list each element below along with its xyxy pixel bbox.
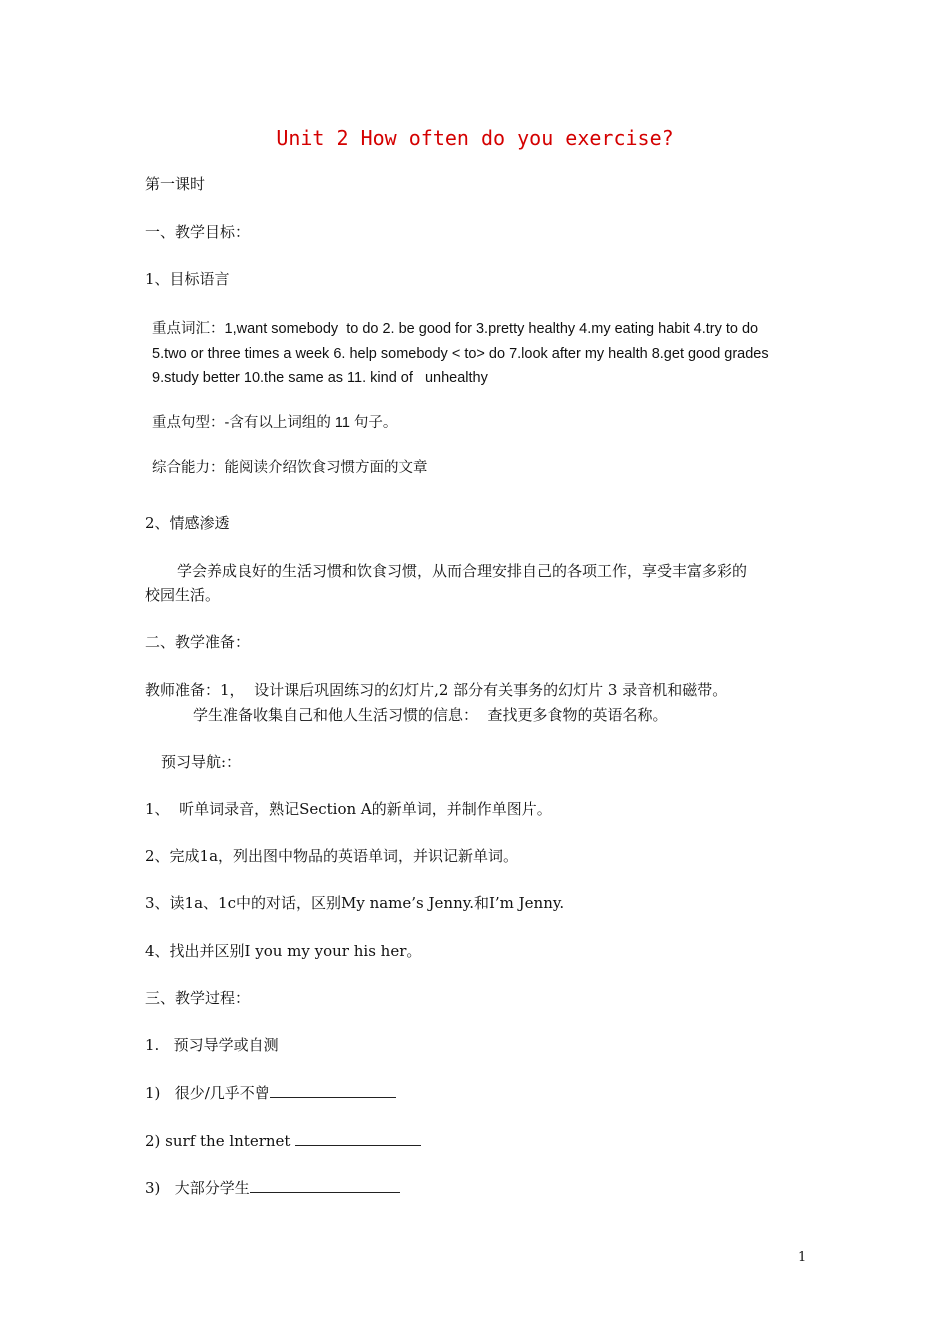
answer-blank[interactable] <box>270 1082 396 1098</box>
preview-item: 1、 听单词录音，熟记Section A的新单词，并制作单图片。 <box>145 800 552 818</box>
exercise-prompt: 2) surf the lnternet <box>145 1132 296 1150</box>
preview-item: 2、完成1a，列出图中物品的英语单词，并识记新单词。 <box>145 847 519 865</box>
sentence-patterns: 重点句型：-含有以上词组的 11 句子。 <box>152 415 398 431</box>
section3-heading: 三、教学过程： <box>145 989 251 1007</box>
exercise-item <box>145 1130 421 1151</box>
exercise-prompt: 3) 大部分学生 <box>145 1179 250 1197</box>
preview-item: 3、读1a、1c中的对话，区别My name’s Jenny.和I’m Jenny. <box>145 894 565 912</box>
answer-blank[interactable] <box>250 1177 400 1193</box>
exercise-prompt: 1) 很少/几乎不曾 <box>145 1084 270 1102</box>
period-label: 第一课时 <box>145 175 206 193</box>
vocab-line-1: 重点词汇：1,want somebody to do 2. be good for 3.pretty healthy 4.my eating habit 4.try to do <box>152 321 759 337</box>
vocab-line-3: 9.study better 10.the same as 11. kind of unhealthy <box>152 370 488 386</box>
emotion-line-2: 校园生活。 <box>145 586 221 604</box>
preview-heading: 预习导航:： <box>161 753 242 771</box>
goal2-heading: 2、情感渗透 <box>145 514 230 532</box>
section1-heading: 一、教学目标： <box>145 223 251 241</box>
teacher-prep: 教师准备：1， 设计课后巩固练习的幻灯片,2 部分有关事务的幻灯片 3 录音机和磁带。 <box>145 681 728 699</box>
document-title: Unit 2 How often do you exercise? <box>276 126 674 150</box>
exercise-item <box>145 1177 400 1198</box>
answer-blank[interactable] <box>295 1130 421 1146</box>
emotion-line-1: 学会养成良好的生活习惯和饮食习惯，从而合理安排自己的各项工作，享受丰富多彩的 <box>177 562 748 580</box>
ability-line: 综合能力：能阅读介绍饮食习惯方面的文章 <box>152 460 428 476</box>
goal1-heading: 1、目标语言 <box>145 270 230 288</box>
page-number: 1 <box>798 1250 807 1265</box>
section2-heading: 二、教学准备： <box>145 633 251 651</box>
step1-heading: 1. 预习导学或自测 <box>145 1036 279 1054</box>
student-prep: 学生准备收集自己和他人生活习惯的信息： 查找更多食物的英语名称。 <box>193 706 668 724</box>
preview-item: 4、找出并区别I you my your his her。 <box>145 942 422 960</box>
vocab-line-2: 5.two or three times a week 6. help somebody < to> do 7.look after my health 8.get good grades <box>152 346 769 362</box>
exercise-item <box>145 1082 396 1103</box>
